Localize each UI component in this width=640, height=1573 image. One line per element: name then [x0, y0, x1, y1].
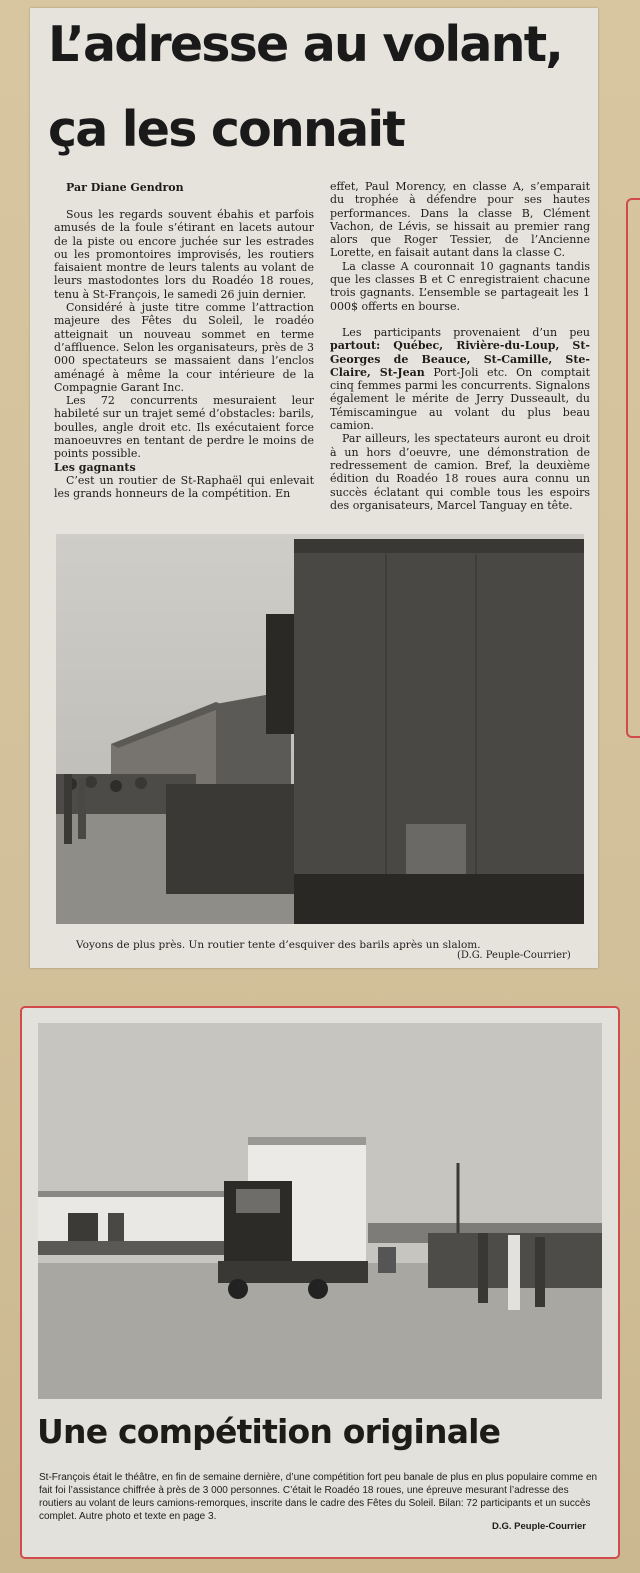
article-left-column: [54, 208, 314, 501]
paragraph: La classe A couronnait 10 gagnants tandis que les classes B et C enregistraient chacune trois gagnants. L’ensemble se partageait les 1 000$ offerts en bourse.: [330, 259, 590, 313]
paragraph: Par ailleurs, les spectateurs auront eu droit à un hors d’oeuvre, une démonstration de redressement de camion. Bref, la deuxième édition du Roadéo 18 roues aura connu un succès éclatant qui comble tous les espoirs des organisateurs, Marcel Tanguay en tête.: [330, 432, 590, 512]
article-right-column: [330, 180, 590, 512]
paragraph: effet, Paul Morency, en classe A, s’emparait du trophée à défendre pour ses hautes performances. Dans la classe B, Clément Vachon, de Lévis, se hissait au premier rang alors que Roger Tessier, de l’Ancienne Lorette, en faisait autant dans la classe C.: [330, 180, 590, 260]
red-margin-frame: [626, 198, 640, 738]
headline-line-2: ça les connait: [48, 101, 404, 158]
paragraph: Les 72 concurrents mesuraient leur habileté sur un trajet semé d’obstacles: barils, boulles, angle droit etc. Ils exécutaient force manoeuvres en tentant de perdre le moins de points possible.: [54, 394, 314, 461]
photo-credit: (D.G. Peuple-Courrier): [457, 950, 571, 961]
paragraph: C’est un routier de St-Raphaël qui enlevait les grands honneurs de la compétition. En: [54, 473, 314, 501]
paragraph: Sous les regards souvent ébahis et parfois amusés de la foule s’étirant en lacets autour de la piste ou encore juchée sur les estrades ou les promontoires improvisés, les routiers faisaient montre de leurs talents au volant de leurs mastodontes lors du Roadéo 18 roues, tenu à St-François, le samedi 26 juin dernier.: [54, 208, 314, 301]
participants-intro: Les participants provenaient d’un peu: [342, 325, 590, 339]
paragraph: [330, 326, 590, 432]
truck-arena-photo: [38, 1023, 602, 1399]
truck-arena-image: [38, 1023, 602, 1399]
second-body: St-François était le théâtre, en fin de semaine dernière, d’une compétition fort peu banale de plus en plus populaire comme en fait foi l’assistance chiffrée à près de 3 000 personnes. C’était le Roadéo 18 roues, une épreuve mesurant l’adresse des routiers au volant de leurs camions-remorques, inscrite dans le cadre des Fêtes du Soleil. Bilan: 72 participants et un succès complet. Autre photo et texte en page 3.: [39, 1472, 598, 1522]
second-headline: Une compétition originale: [37, 1412, 501, 1451]
headline-line-1: L’adresse au volant,: [48, 16, 563, 73]
participants-rest: Port-Joli etc. On comptait cinq femmes parmi les concurrents. Signalons également le mérite de Jerry Dusseault, du Témiscamingue au volant du plus beau camion.: [330, 365, 590, 433]
second-credit: D.G. Peuple-Courrier: [492, 1521, 586, 1532]
byline: Par Diane Gendron: [66, 181, 184, 194]
subheading: Les gagnants: [54, 460, 136, 474]
paragraph: Considéré à juste titre comme l’attraction majeure des Fêtes du Soleil, le roadéo atteignait un nouveau sommet en terme d’affluence. Selon les organisateurs, près de 3 000 spectateurs se massaient dans l’enclos aménagé à même la cour intérieure de la Compagnie Garant Inc.: [54, 301, 314, 394]
photo-caption: Voyons de plus près. Un routier tente d’esquiver des barils après un slalom.: [76, 939, 481, 951]
truck-closeup-image: [56, 534, 584, 924]
truck-photo: [56, 534, 584, 924]
participants-places: partout: Québec, Rivière-du-Loup, St-Georges de Beauce, St-Camille, Ste-Claire, St-Jean: [330, 339, 590, 379]
